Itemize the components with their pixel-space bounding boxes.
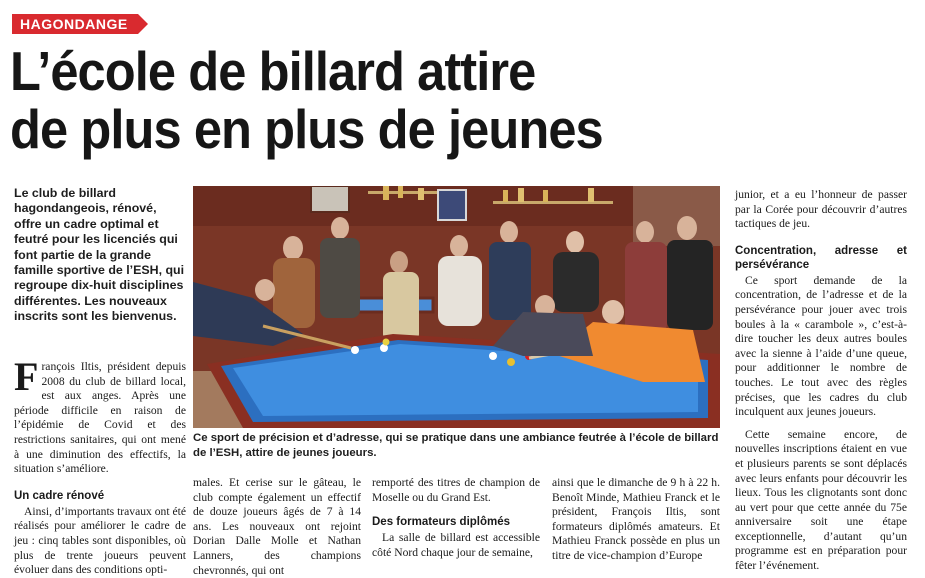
- article-column-3: [372, 476, 540, 560]
- concentration-paragraph: Ce sport demande de la concentration, de l’adresse et de la persévérance pour jouer avec trois boules à la « carambole », c’est-à-dire toucher les deux autres boules avec la sienne à l’aide d’une queue, pour additionner le nombre de touches. Le tout avec des règles précises, que les cadres du club inculquent aux jeunes joueurs.: [735, 273, 907, 419]
- subhead-formateurs: Des formateurs diplômés: [372, 516, 511, 529]
- column-4-text: ainsi que le dimanche de 9 h à 22 h. Benoît Minde, Mathieu Franck et le président, François Iltis, sont formateurs diplômés amateurs. Et Mathieu Franck possède en plus un titre de vice-champion d’Europe: [552, 476, 720, 562]
- formateurs-paragraph: La salle de billard est accessible côté Nord chaque jour de semaine,: [372, 531, 540, 559]
- column-2-text: males. Et cerise sur le gâteau, le club compte également un effectif de douze joueurs âgés de 7 à 14 ans. Les nouveaux ont rejoint Dorian Dalle Molle et Nathan Lanners, des champions chevronnés, qui ont: [193, 476, 361, 577]
- lead-paragraph: Le club de billard hagondangeois, rénové, offre un cadre optimal et feutré pour les licenciés qui font partie de la grande famille sportive de l’ESH, qui regroupe dix-huit disciplines différentes. Les nouveaux inscrits sont les bienvenus.: [14, 186, 185, 324]
- section-kicker: HAGONDANGE: [12, 14, 138, 34]
- billiard-scene-image: [193, 186, 720, 428]
- headline-line-2: de plus en plus de jeunes: [10, 98, 603, 160]
- photo-caption: Ce sport de précision et d’adresse, qui se pratique dans une ambiance feutrée à l’école de billard de l’ESH, attire de jeunes joueurs.: [193, 432, 719, 459]
- cadre-paragraph: Ainsi, d’importants travaux ont été réalisés pour améliorer le cadre de jeu : cinq tables sont disponibles, où plus de trente joueurs peuvent évoluer dans des conditions opti-: [14, 504, 186, 577]
- drop-cap: F: [14, 354, 39, 399]
- column-3-text: remporté des titres de champion de Moselle ou du Grand Est.: [372, 476, 540, 504]
- column-5-text: junior, et a eu l’honneur de passer par la Corée pour découvrir d’autres tactiques de jeu.: [735, 188, 907, 231]
- article-column-2: [193, 476, 361, 578]
- headline-line-1: L’école de billard attire: [10, 40, 536, 102]
- article-column-4: [552, 476, 720, 564]
- subhead-cadre-renove: Un cadre rénové: [14, 489, 105, 502]
- intro-paragraph: [14, 354, 186, 477]
- headline: [10, 42, 838, 158]
- article-column-5: [735, 188, 907, 574]
- inscriptions-paragraph: Cette semaine encore, de nouvelles inscriptions étaient en vue et plusieurs parents se sont déplacés avec leurs enfants pour découvrir les lieux. Tous les clignotants sont donc au vert pour que cette année du 75e anniversaire soit une étape exceptionnelle, d’autant qu’un programme est en préparation pour fêter l’événement.: [735, 427, 907, 573]
- article-column-1: [14, 354, 186, 578]
- intro-text: rançois Iltis, président depuis 2008 du club de billard local, est aux anges. Après une période difficile en raison de l’épidémie de Covid et des restrictions sanitaires, qui ont mené à une diminution des effectifs, la situation s’améliore.: [14, 360, 186, 476]
- article-photo: [193, 186, 720, 428]
- subhead-concentration: Concentration, adresse et persévérance: [735, 244, 907, 271]
